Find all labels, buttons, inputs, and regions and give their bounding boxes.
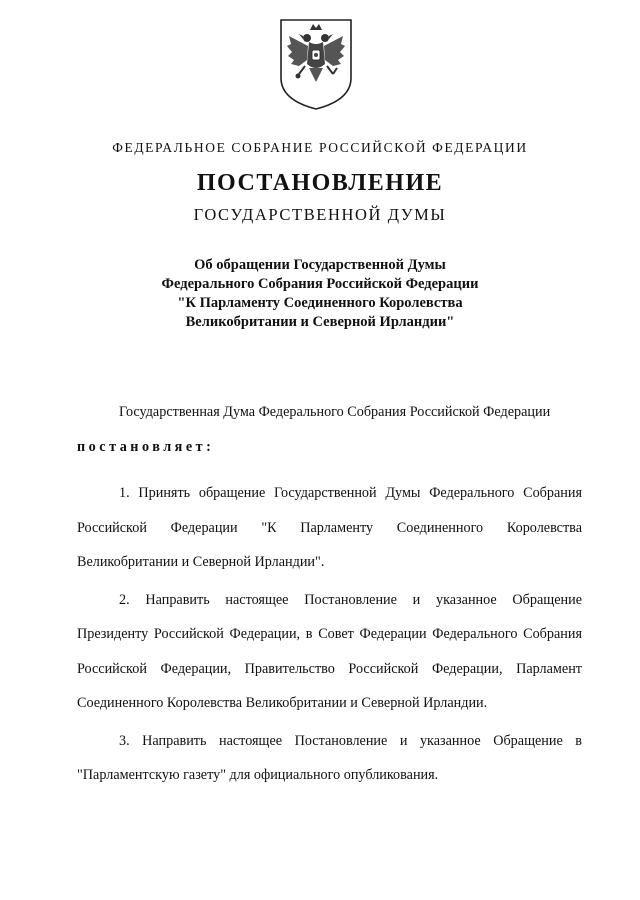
- document-body: [77, 395, 582, 796]
- organization-title: ФЕДЕРАЛЬНОЕ СОБРАНИЕ РОССИЙСКОЙ ФЕДЕРАЦИИ: [112, 140, 528, 155]
- document-type-subtitle: ГОСУДАРСТВЕННОЙ ДУМЫ: [193, 205, 447, 224]
- decree-item-2: 2. Направить настоящее Постановление и указанное Обращение Президенту Российской Федерации, в Совет Федерации Федерального Собрания Российской Федерации, Правительство Российской Федерации, Парламент Соединенного Королевства Великобритании и Северной Ирландии.: [77, 591, 582, 711]
- document-type-title: ПОСТАНОВЛЕНИЕ: [196, 170, 444, 196]
- decree-item-1: 1. Принять обращение Государственной Думы Федерального Собрания Российской Федерации "К Парламенту Соединенного Королевства Великобритании и Северной Ирландии".: [77, 485, 582, 570]
- document-subject: [120, 256, 520, 332]
- subject-line: "К Парламенту Соединенного Королевства: [177, 295, 463, 311]
- decree-word: постановляет:: [77, 438, 215, 455]
- subject-line: Федерального Собрания Российской Федерации: [161, 276, 479, 292]
- subject-line: Об обращении Государственной Думы: [194, 257, 446, 273]
- decree-item-3: 3. Направить настоящее Постановление и указанное Обращение в "Парламентскую газету" для официального опубликования.: [77, 732, 582, 783]
- subject-line: Великобритании и Северной Ирландии": [185, 314, 455, 330]
- intro-paragraph: Государственная Дума Федерального Собрания Российской Федерации: [119, 404, 551, 420]
- russian-coat-of-arms-icon: [275, 16, 357, 112]
